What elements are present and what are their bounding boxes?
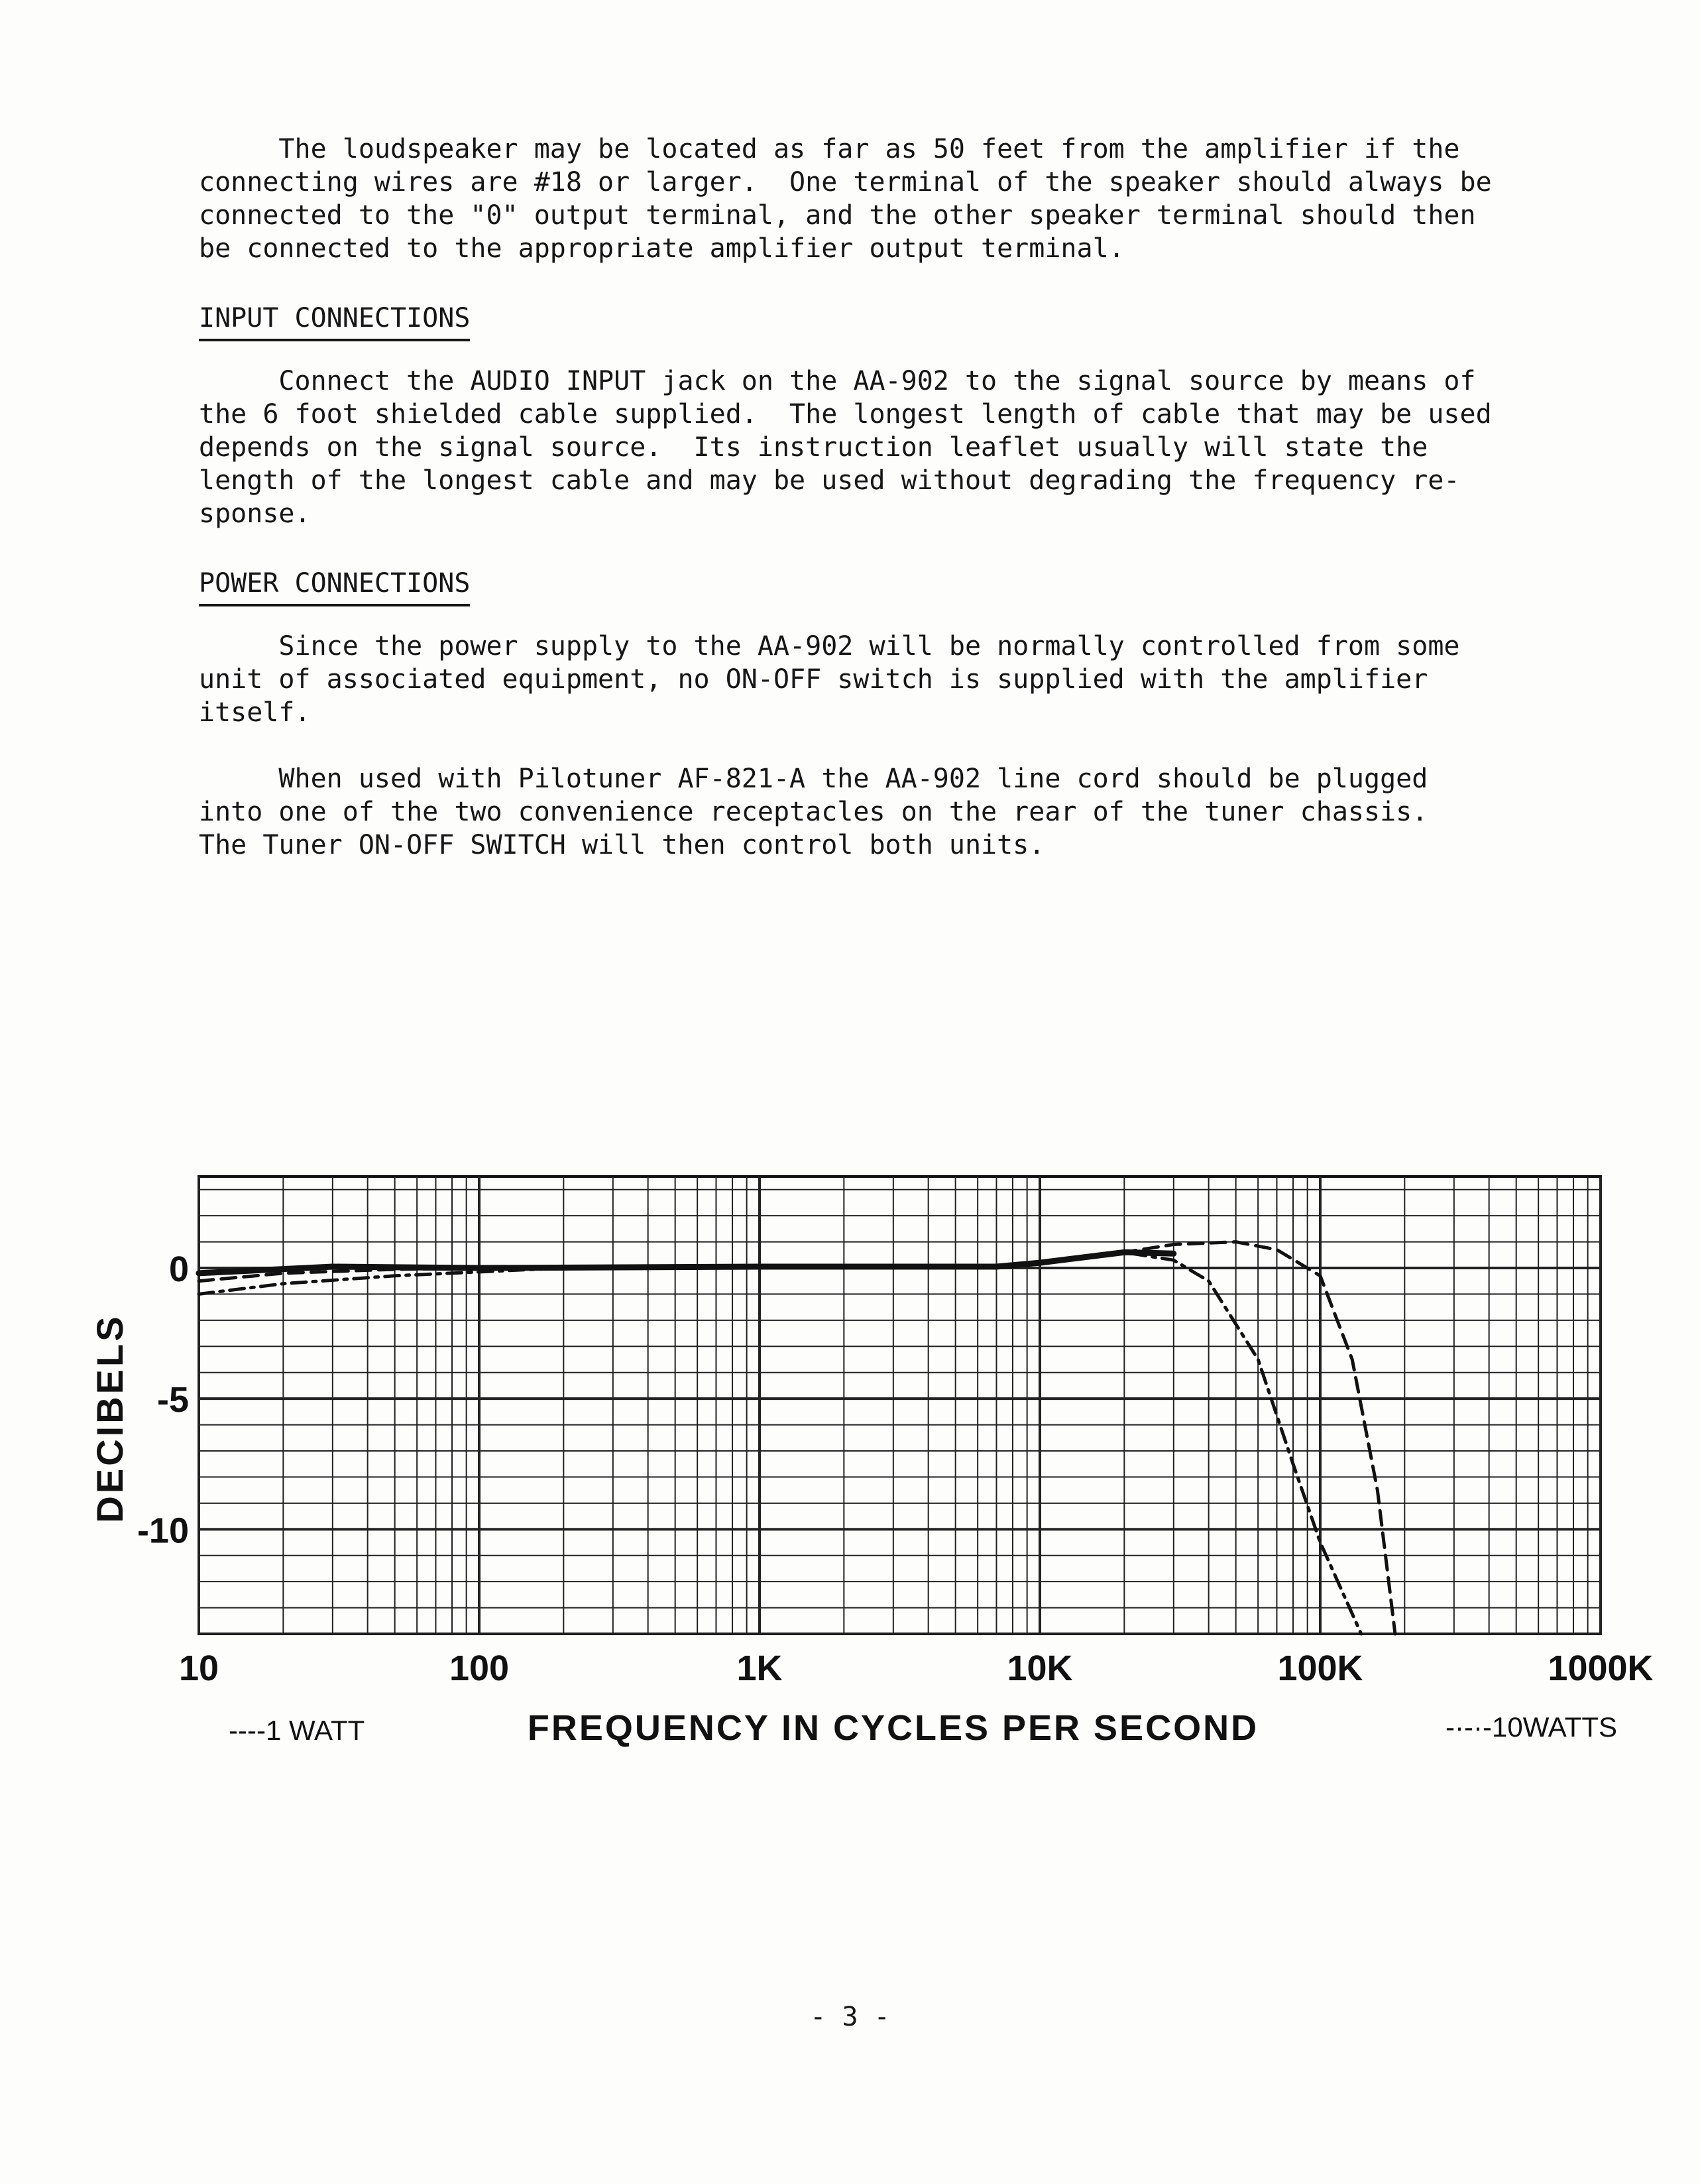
legend-1-watt: ----1 WATT: [229, 1715, 365, 1746]
x-tick-label: 100: [449, 1648, 510, 1688]
heading-power-connections: POWER CONNECTIONS: [199, 567, 470, 606]
line: the 6 foot shielded cable supplied. The longest length of cable that may be used: [199, 399, 1492, 430]
line: be connected to the appropriate amplifier output terminal.: [199, 233, 1125, 264]
line: Since the power supply to the AA-902 will be normally controlled from some: [199, 631, 1460, 661]
x-tick-label: 1000K: [1548, 1648, 1654, 1688]
line: length of the longest cable and may be used without degrading the frequency re-: [199, 465, 1460, 496]
x-tick-label: 1K: [736, 1648, 783, 1688]
heading-input-connections: INPUT CONNECTIONS: [199, 302, 470, 341]
x-tick-label: 10K: [1007, 1648, 1073, 1688]
y-axis-label: DECIBELS: [89, 1314, 131, 1523]
line: itself.: [199, 697, 311, 728]
x-axis-label: FREQUENCY IN CYCLES PER SECOND: [527, 1708, 1259, 1748]
y-tick-label: 0: [168, 1249, 189, 1289]
line: depends on the signal source. Its instruction leaflet usually will state the: [199, 432, 1428, 463]
x-tick-label: 10: [178, 1648, 219, 1688]
plot-frame: [199, 1177, 1601, 1634]
series-line-dash-dot: [199, 1252, 1361, 1634]
line: The Tuner ON-OFF SWITCH will then control both units.: [199, 830, 1045, 860]
legend-10-watts: -·-·-10WATTS: [1445, 1711, 1617, 1743]
page-number: - 3 -: [810, 2002, 890, 2032]
y-tick-label: -10: [137, 1511, 189, 1551]
line: into one of the two convenience receptacles on the rear of the tuner chassis.: [199, 797, 1428, 827]
line: unit of associated equipment, no ON-OFF switch is supplied with the amplifier: [199, 664, 1428, 695]
line: When used with Pilotuner AF-821-A the AA-902 line cord should be plugged: [199, 764, 1428, 794]
line: connecting wires are #18 or larger. One terminal of the speaker should always be: [199, 167, 1492, 198]
y-tick-label: -5: [156, 1380, 189, 1420]
line: connected to the "0" output terminal, and the other speaker terminal should then: [199, 200, 1476, 231]
series-line-dashed: [199, 1242, 1395, 1634]
x-tick-label: 100K: [1277, 1648, 1363, 1688]
line: Connect the AUDIO INPUT jack on the AA-902 to the signal source by means of: [199, 366, 1476, 396]
line: sponse.: [199, 498, 311, 529]
line: The loudspeaker may be located as far as 50 feet from the amplifier if the: [199, 134, 1460, 164]
